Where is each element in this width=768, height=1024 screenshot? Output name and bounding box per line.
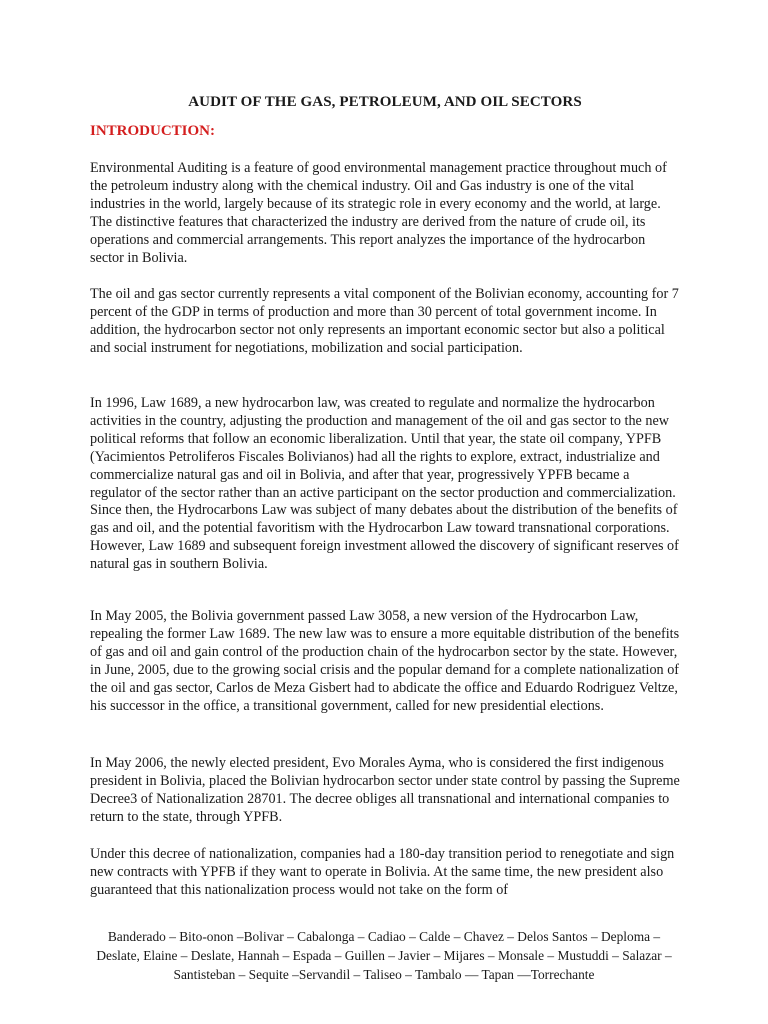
paragraph-1: Environmental Auditing is a feature of good environmental management practice throughout much of the petroleum industry along with the chemical industry. Oil and Gas industry is one of the vital industries in the world, largely because of its strategic role in every economy and the world, at large. The distinctive features that characterized the industry are derived from the nature of crude oil, its operations and commercial arrangements. This report analyzes the importance of the hydrocarbon sector in Bolivia. bbox=[90, 160, 667, 266]
paragraph-4: In May 2005, the Bolivia government passed Law 3058, a new version of the Hydrocarbon Law, repealing the former Law 1689. The new law was to ensure a more equitable distribution of the benefits of gas and oil and gain control of the production chain of the hydrocarbon sector by the state. However, in June, 2005, due to the growing social crisis and the popular demand for a complete nationalization of the oil and gas sector, Carlos de Meza Gisbert had to abdicate the office and Eduardo Rodriguez Veltze, his successor in the office, a transitional government, called for new presidential elections. bbox=[90, 608, 680, 714]
paragraph-6: Under this decree of nationalization, companies had a 180-day transition period to renegotiate and sign new contracts with YPFB if they want to operate in Bolivia. At the same time, the new president also guaranteed that this nationalization process would not take on the form of bbox=[90, 846, 675, 898]
section-heading-introduction: INTRODUCTION: bbox=[90, 123, 216, 139]
paragraph-3: In 1996, Law 1689, a new hydrocarbon law, was created to regulate and normalize the hydrocarbon activities in the country, adjusting the production and management of the oil and gas sector to the new political reforms that follow an economic liberalization. Until that year, the state oil company, YPFB (Yacimientos Petroliferos Fiscales Bolivianos) had all the rights to explore, extract, industrialize and commercialize natural gas and oil in Bolivia, and after that year, progressively YPFB became a regulator of the sector rather than an active participant on the sector production and commercialization. Since then, the Hydrocarbons Law was subject of many debates about the distribution of the benefits of gas and oil, and the potential favoritism with the Hydrocarbon Law toward transnational corporations. However, Law 1689 and subsequent foreign investment allowed the discovery of significant reserves of natural gas in southern Bolivia. bbox=[90, 395, 679, 573]
document-title: AUDIT OF THE GAS, PETROLEUM, AND OIL SECTORS bbox=[188, 94, 582, 110]
author-list-footer: Banderado – Bito-onon –Bolivar – Cabalonga – Cadiao – Calde – Chavez – Delos Santos – Deploma – Deslate, Elaine – Deslate, Hannah – Espada – Guillen – Javier – Mijares – Monsale – Mustuddi – Salazar – Santisteban – Sequite –Servandil – Taliseo – Tambalo — Tapan —Torrechante bbox=[96, 929, 672, 982]
paragraph-5: In May 2006, the newly elected president, Evo Morales Ayma, who is considered the first indigenous president in Bolivia, placed the Bolivian hydrocarbon sector under state control by passing the Supreme Decree3 of Nationalization 28701. The decree obliges all transnational and international companies to return to the state, through YPFB. bbox=[90, 755, 680, 825]
paragraph-2: The oil and gas sector currently represents a vital component of the Bolivian economy, accounting for 7 percent of the GDP in terms of production and more than 30 percent of total government income. In addition, the hydrocarbon sector not only represents an important economic sector but also a political and social instrument for negotiations, mobilization and social participation. bbox=[90, 286, 679, 356]
